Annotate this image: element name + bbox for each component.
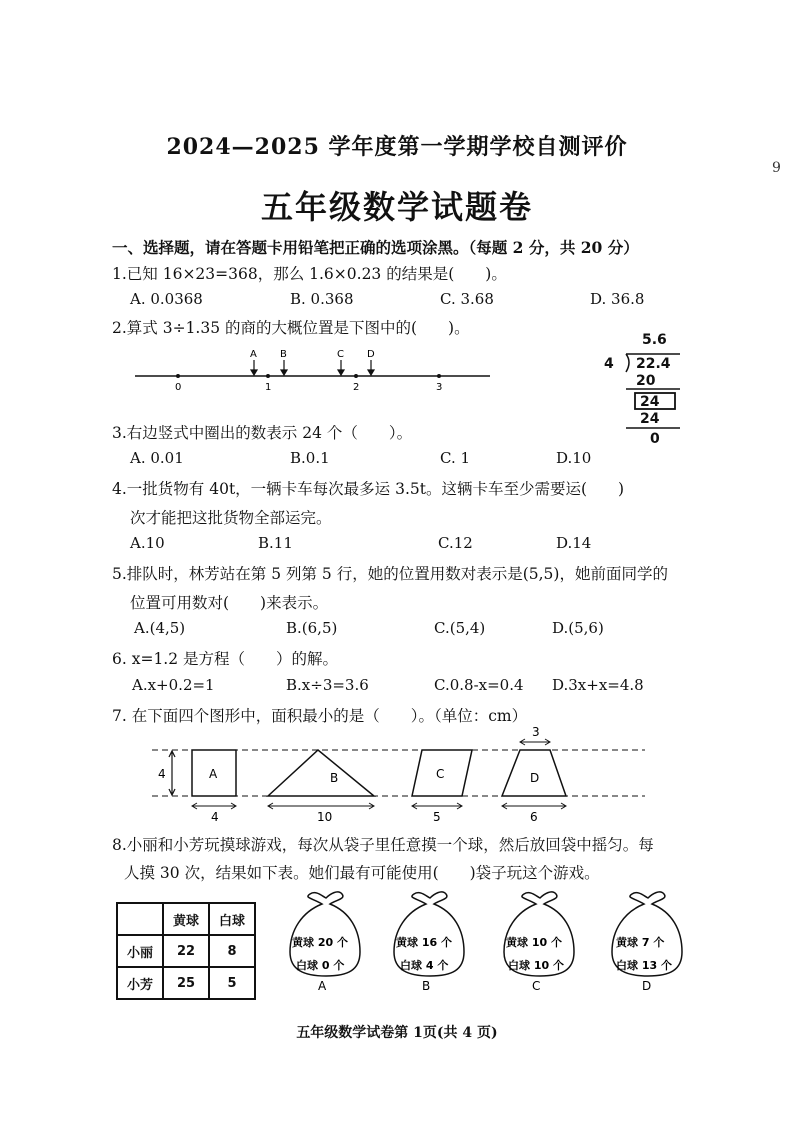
figure-a-base: 4 (211, 810, 219, 824)
figure-d-base: 6 (530, 810, 538, 824)
tick-1: 1 (265, 382, 272, 393)
marker-b: B (280, 349, 287, 360)
q3-option-d[interactable]: D.10 (556, 449, 592, 467)
figure-b-label: B (330, 771, 339, 785)
q5-option-a[interactable]: A.(4,5) (134, 619, 186, 637)
bag-d-white: 白球 13 个 (616, 959, 672, 972)
division-quotient: 5.6 (642, 332, 667, 348)
q1-option-a[interactable]: A. 0.0368 (130, 290, 203, 308)
table-cell: 5 (209, 967, 255, 999)
question-4-line1: 4.一批货物有 40t，一辆卡车每次最多运 3.5t。这辆卡车至少需要运( ) (112, 480, 625, 498)
bag-b-yellow: 黄球 16 个 (396, 936, 452, 949)
question-4-line2: 次才能把这批货物全部运完。 (130, 509, 332, 527)
division-circled: 24 (640, 394, 660, 410)
table-row (117, 935, 255, 967)
bag-c-white: 白球 10 个 (508, 959, 564, 972)
q6-option-d[interactable]: D.3x+x=4.8 (552, 676, 644, 694)
section-heading: 一、选择题，请在答题卡用铅笔把正确的选项涂黑。（每题 2 分，共 20 分） (112, 238, 639, 257)
bag-d-yellow: 黄球 7 个 (616, 936, 665, 949)
tick-0: 0 (175, 382, 182, 393)
division-remainder: 0 (650, 431, 660, 447)
table-cell: 小丽 (117, 935, 163, 967)
area-figures (150, 720, 650, 830)
table-cell: 黄球 (163, 903, 209, 935)
bag-d (612, 892, 682, 993)
bag-b (394, 892, 464, 993)
results-table (116, 902, 256, 1000)
question-8-line2: 人摸 30 次，结果如下表。她们最有可能使用( )袋子玩这个游戏。 (124, 864, 600, 882)
tick-2: 2 (353, 382, 360, 393)
question-8-line1: 8.小丽和小芳玩摸球游戏，每次从袋子里任意摸一个球，然后放回袋中摇匀。每 (112, 836, 654, 854)
division-dividend: 22.4 (636, 356, 671, 372)
exam-title: 2024—2025 学年度第一学期学校自测评价 (166, 134, 628, 160)
question-1: 1.已知 16×23=368，那么 1.6×0.23 的结果是( )。 (112, 265, 507, 283)
exam-subtitle: 五年级数学试题卷 (260, 188, 533, 226)
table-cell: 白球 (209, 903, 255, 935)
division-step2: 24 (640, 411, 660, 427)
bag-c (504, 892, 574, 993)
bag-b-label: B (422, 979, 431, 993)
bag-a (290, 892, 360, 993)
figure-d-top: 3 (532, 725, 540, 739)
q4-option-c[interactable]: C.12 (438, 534, 473, 552)
figure-b-base: 10 (317, 810, 333, 824)
table-cell: 25 (163, 967, 209, 999)
figure-d-label: D (530, 771, 540, 785)
table-cell: 22 (163, 935, 209, 967)
figure-c-base: 5 (433, 810, 441, 824)
division-step1: 20 (636, 373, 656, 389)
table-header-row (117, 903, 255, 935)
question-6: 6. x=1.2 是方程（ ）的解。 (112, 650, 339, 668)
question-5-line2: 位置可用数对( )来表示。 (130, 594, 329, 612)
corner-mark: 9 (772, 160, 781, 176)
bags-figure (282, 890, 692, 998)
figure-a-label: A (209, 767, 218, 781)
table-cell (117, 903, 163, 935)
q3-option-c[interactable]: C. 1 (440, 449, 471, 467)
bag-a-white: 白球 0 个 (296, 959, 345, 972)
table-row (117, 967, 255, 999)
question-3: 3.右边竖式中圈出的数表示 24 个（ ）。 (112, 424, 413, 442)
q1-option-c[interactable]: C. 3.68 (440, 290, 494, 308)
table-cell: 8 (209, 935, 255, 967)
page-footer: 五年级数学试卷第 1页(共 4 页) (296, 1025, 498, 1041)
marker-a: A (250, 349, 257, 360)
bag-c-yellow: 黄球 10 个 (506, 936, 562, 949)
q6-option-a[interactable]: A.x+0.2=1 (132, 676, 215, 694)
q5-option-d[interactable]: D.(5,6) (552, 619, 604, 637)
bag-a-yellow: 黄球 20 个 (292, 936, 348, 949)
bag-b-white: 白球 4 个 (400, 959, 449, 972)
q4-option-a[interactable]: A.10 (130, 534, 165, 552)
height-label: 4 (158, 767, 166, 781)
question-7: 7. 在下面四个图形中，面积最小的是（ ）。（单位：cm） (112, 707, 528, 725)
q3-option-b[interactable]: B.0.1 (290, 449, 330, 467)
q6-option-c[interactable]: C.0.8-x=0.4 (434, 676, 524, 694)
number-line (130, 345, 500, 393)
marker-d: D (367, 349, 375, 360)
table-cell: 小芳 (117, 967, 163, 999)
marker-c: C (337, 349, 344, 360)
q1-option-d[interactable]: D. 36.8 (590, 290, 645, 308)
question-2: 2.算式 3÷1.35 的商的大概位置是下图中的( )。 (112, 319, 470, 337)
q1-option-b[interactable]: B. 0.368 (290, 290, 354, 308)
tick-3: 3 (436, 382, 443, 393)
q5-option-b[interactable]: B.(6,5) (286, 619, 338, 637)
q6-option-b[interactable]: B.x÷3=3.6 (286, 676, 369, 694)
q4-option-b[interactable]: B.11 (258, 534, 293, 552)
figure-c-label: C (436, 767, 445, 781)
question-5-line1: 5.排队时，林芳站在第 5 列第 5 行，她的位置用数对表示是(5,5)，她前面同学的 (112, 565, 668, 583)
bag-c-label: C (532, 979, 541, 993)
q5-option-c[interactable]: C.(5,4) (434, 619, 486, 637)
bag-d-label: D (642, 979, 652, 993)
bag-a-label: A (318, 979, 327, 993)
long-division (598, 330, 688, 448)
division-divisor: 4 (604, 356, 614, 372)
q3-option-a[interactable]: A. 0.01 (130, 449, 184, 467)
q4-option-d[interactable]: D.14 (556, 534, 592, 552)
